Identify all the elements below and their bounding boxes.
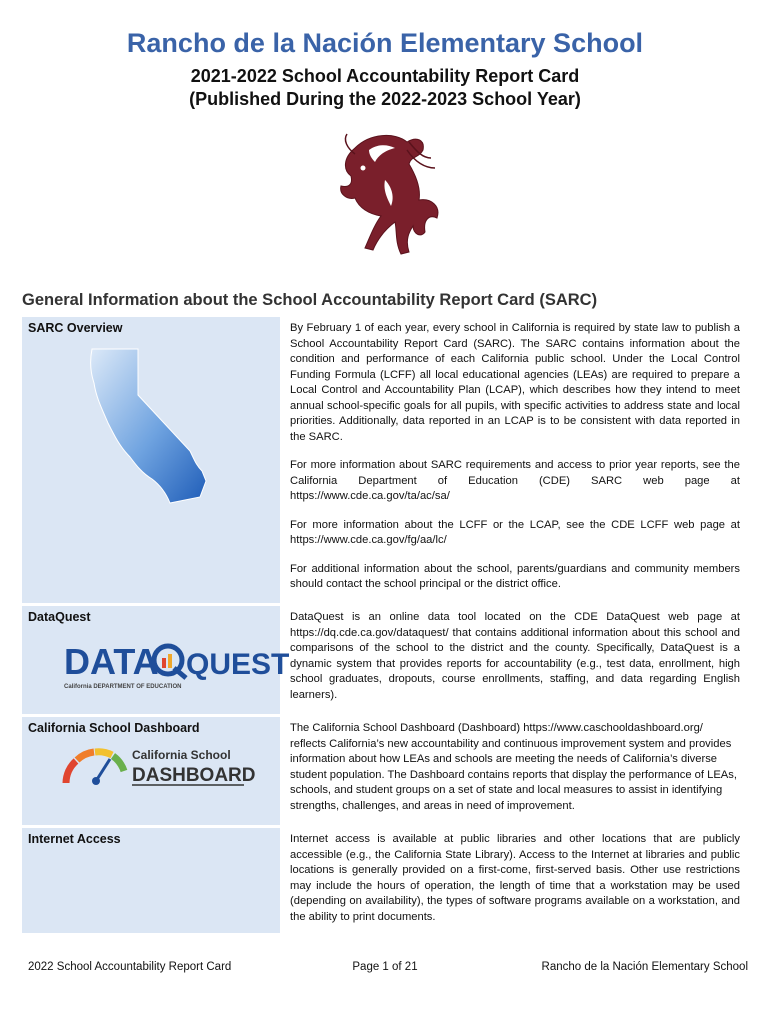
table-row (22, 828, 746, 933)
published-line: (Published During the 2022-2023 School Year) (189, 89, 581, 109)
sarc-overview-text (280, 317, 746, 603)
school-name-title: Rancho de la Nación Elementary School (126, 28, 644, 58)
footer-left: 2022 School Accountability Report Card (28, 961, 232, 973)
row-label: Internet Access (28, 832, 121, 846)
overview-paragraph: For additional information about the school, parents/guardians and community members should contact the school principal or the district office. (290, 562, 740, 590)
table-row (22, 317, 746, 603)
dataquest-logo-icon (64, 638, 290, 692)
dashboard-logo-line: California School (132, 748, 231, 762)
section-heading: General Information about the School Accountability Report Card (SARC) (22, 291, 598, 309)
dataquest-paragraph: DataQuest is an online data tool located on the CDE DataQuest web page at https://dq.cde.ca.gov/dataquest/ that contains additional information about this school and comparisons of the school to the district and the county. Specifically, DataQuest is a dynamic system that provides reports for accountability (e.g., test data, enrollment, high school graduates, dropouts, course enrollments, staffing, and data regarding English learners). (290, 611, 740, 701)
row-label: DataQuest (28, 610, 91, 624)
dataquest-cell (22, 606, 290, 714)
table-row (22, 717, 746, 825)
sarc-info-table (22, 314, 746, 936)
dashboard-gauge-logo-icon (58, 741, 256, 793)
internet-cell (22, 828, 280, 933)
row-label: SARC Overview (28, 321, 123, 335)
dataquest-logo-word: DATA (64, 641, 159, 682)
overview-paragraph: For more information about the LCFF or the LCAP, see the CDE LCFF web page at https://www.cde.ca.gov/fg/aa/lc/ (290, 518, 740, 546)
california-map-icon (86, 347, 216, 507)
footer-page-number: Page 1 of 21 (352, 961, 418, 973)
internet-text (280, 828, 746, 933)
dashboard-text (280, 717, 746, 825)
dashboard-paragraph: The California School Dashboard (Dashboard) https://www.caschooldashboard.org/ reflects California’s new accountability and continuous improvement system and provides information about how LEAs and schools are meeting the needs of California’s diverse student population. The Dashboard contains reports that display the performance of LEAs, schools, and student groups on a set of state and local measures to assist in identifying strengths, challenges, and areas in need of improvement. (290, 722, 737, 812)
table-row (22, 606, 746, 714)
dashboard-cell (22, 717, 280, 825)
mustang-mascot-icon (325, 128, 447, 263)
dataquest-logo-tagline: California DEPARTMENT OF EDUCATION (64, 684, 182, 690)
dashboard-logo-line: DASHBOARD (132, 765, 256, 786)
dataquest-logo-word: QUEST (186, 648, 290, 681)
sarc-overview-cell (22, 317, 280, 603)
report-title: 2021-2022 School Accountability Report Card (190, 66, 580, 86)
dataquest-text (280, 606, 746, 714)
overview-paragraph: For more information about SARC requirements and access to prior year reports, see the California Department of Education (CDE) SARC web page at https://www.cde.ca.gov/ta/ac/sa/ (290, 459, 740, 502)
row-label: California School Dashboard (28, 721, 200, 735)
footer-right: Rancho de la Nación Elementary School (541, 961, 748, 973)
internet-paragraph: Internet access is available at public libraries and other locations that are publicly accessible (e.g., the California State Library). Access to the Internet at libraries and public locations is generally provided on a first-come, first-served basis. Other use restrictions may include the hours of operation, the length of time that a workstation may be used (depending on availability), the types of software programs available on a workstation, and the ability to print documents. (290, 833, 740, 923)
overview-paragraph: By February 1 of each year, every school in California is required by state law to publish a School Accountability Report Card (SARC). The SARC contains information about the condition and performance of each California public school. Under the Local Control Funding Formula (LCFF) all local educational agencies (LEAs) are required to prepare a Local Control and Accountability Plan (LCAP), which describes how they intend to meet annual school-specific goals for all pupils, with specific activities to address state and local priorities. Additionally, data reported in an LCAP is to be consistent with data reported in the SARC. (290, 322, 740, 443)
